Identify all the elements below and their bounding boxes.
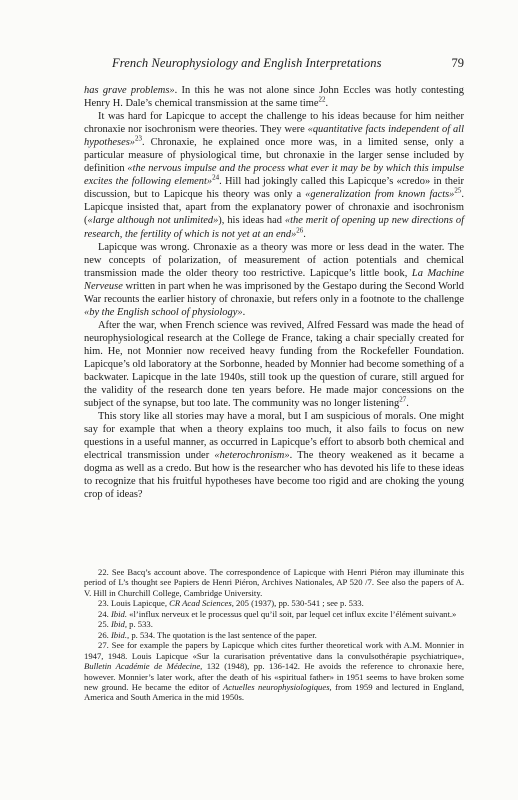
text-run: Lapicque was wrong. Chronaxie as a theory was more or less dead in the water. The new concepts of polarization, of measurement of action potentials and chemical transmission made the older theory too restrictive. Lapicque’s little book,	[84, 241, 464, 279]
text-run: Ibid,	[110, 619, 127, 630]
footnote	[84, 598, 464, 608]
text-run: . Lapicque insisted that, apart from the explanatory power of chronaxie and isochronism (	[84, 189, 464, 227]
text-run: «large although not unlimited»	[87, 215, 219, 227]
text-run: «by the English school of physiology»	[84, 306, 243, 318]
footnotes	[84, 567, 464, 703]
footnote-ref: 26	[296, 226, 304, 235]
text-run: It was hard for Lapicque to accept the challenge to his ideas because for him neither chronaxie nor isochronism were theories. They were	[84, 111, 464, 136]
footnote	[84, 640, 464, 703]
text-run: 25.	[98, 619, 111, 630]
footnote-ref: 22	[318, 95, 326, 104]
footnote-ref: 24	[212, 173, 220, 182]
text-run: «the nervous impulse and the process what ever it may be by which this impulse excites the following element»	[84, 163, 464, 188]
text-run: Ibid.,	[110, 629, 130, 640]
text-run: 24.	[98, 608, 111, 619]
paragraph	[84, 319, 464, 410]
main-text	[84, 84, 464, 502]
text-run: .	[303, 228, 306, 240]
footnote-ref: 23	[135, 134, 143, 143]
footnote-ref: 27	[399, 395, 407, 404]
text-run: .	[242, 306, 246, 318]
text-run: has grave problems»	[84, 85, 175, 96]
text-run: «generalization from known facts»	[305, 189, 455, 201]
page-header	[84, 56, 464, 74]
text-run: .	[406, 398, 409, 410]
text-run: Ibid.	[110, 608, 127, 619]
text-run: . Chronaxie, he explained once more was, in a limited sense, only a particular measure of physiological time, but chronaxie in the larger sense included by definition	[84, 137, 464, 175]
text-run: Actuelles neurophysiologiques,	[223, 681, 332, 692]
paragraph	[84, 241, 464, 319]
paragraph	[84, 410, 464, 501]
text-run: Bulletin Académie de Médecine,	[84, 661, 203, 672]
text-run: «heterochronism»	[214, 450, 290, 462]
text-run: 23. Louis Lapicque,	[98, 598, 170, 609]
footnote	[84, 630, 464, 640]
running-head: French Neurophysiology and English Interpretations	[112, 56, 382, 70]
text-run: 132 (1948), pp. 136-142. He avoids the reference to chronaxie here, however. Monnier’s later work, after the death of his «spiritual father» in 1951 seems to have broken some new ground. He became the editor of	[84, 661, 464, 692]
text-run: «quantitative facts independent of all hypotheses»	[84, 124, 464, 149]
text-run: «l’influx nerveux et le processus quel qu’il soit, par lequel cet influx excite l’élément suivant.»	[127, 608, 457, 619]
text-run: «the merit of opening up new directions of research, the fertility of which is not yet at an end»	[84, 215, 464, 240]
text-run: from 1959 and lectured in England, America and South America in the mid 1950s.	[84, 681, 464, 703]
page-number: 79	[451, 56, 464, 70]
text-run: CR Acad Sciences	[169, 598, 232, 609]
text-run: 27. See for example the papers by Lapicque which cites further theoretical work with A.M. Monnier in 1947, 1948. Louis Lapicque «Sur la curarisation préventative dans la convulsothérapie psychiatrique»,	[84, 640, 464, 661]
text-run: ), his ideas had	[218, 215, 285, 227]
text-run: . The theory weakened as it became a dogma as well as a credo. But how is the researcher who has devoted his life to these ideas to recognize that his fruitful hypotheses have become too rigid and are choking the young crop of ideas?	[84, 450, 464, 501]
text-run: , 205 (1937), pp. 530-541 ; see p. 533.	[231, 598, 364, 609]
text-run: This story like all stories may have a moral, but I am suspicious of morals. One might say for example that when a theory explains too much, it also fails to focus on new questions in a useful manner, as occurred in Lapicque’s effort to absorb both chemical and electrical transmission under	[84, 411, 464, 462]
text-run: La Machine Nerveuse	[84, 267, 464, 292]
text-run: 22. See Bacq’s account above. The correspondence of Lapicque with Henri Piéron may illuminate this period of L’s thought see Papiers de Henri Piéron, Archives Nationales, AP 520 /7. See also the papers of A. V. Hill in Churchill College, Cambridge University.	[84, 567, 464, 598]
text-run: After the war, when French science was revived, Alfred Fessard was made the head of neurophysiological research at the College de France, taking a chair specially created for him. He, not Monnier now received heavy funding from the Rockefeller Foundation. Lapicque’s old laboratory at the Sorbonne, headed by Monnier had become something of a backwater. Lapicque in the late 1940s, still took up the question of curare, still argued for the validity of the research done ten years before. He made major concessions on the subject of the synapse, but too late. The community was no longer listening	[84, 319, 464, 410]
footnote	[84, 567, 464, 598]
text-run: written in part when he was imprisoned by the Gestapo during the Second World War recounts the earlier history of chronaxie, but refers only in a footnote to the challenge	[84, 280, 464, 305]
footnote-ref: 25	[454, 186, 462, 195]
paragraph	[84, 110, 464, 240]
text-run: 26.	[98, 629, 111, 640]
text-run: . In this he was not alone since John Eccles was hotly contesting Henry H. Dale’s chemical transmission at the same time	[84, 85, 464, 110]
footnote	[84, 619, 464, 629]
footnote	[84, 609, 464, 619]
text-run: . Hill had jokingly called this Lapicque’s «credo» in their discussion, but to Lapicque his theory was only a	[84, 176, 464, 201]
paragraph	[84, 84, 464, 110]
text-run: .	[325, 98, 329, 110]
text-run: p. 533.	[127, 619, 153, 630]
text-run: p. 534. The quotation is the last sentence of the paper.	[129, 629, 317, 640]
